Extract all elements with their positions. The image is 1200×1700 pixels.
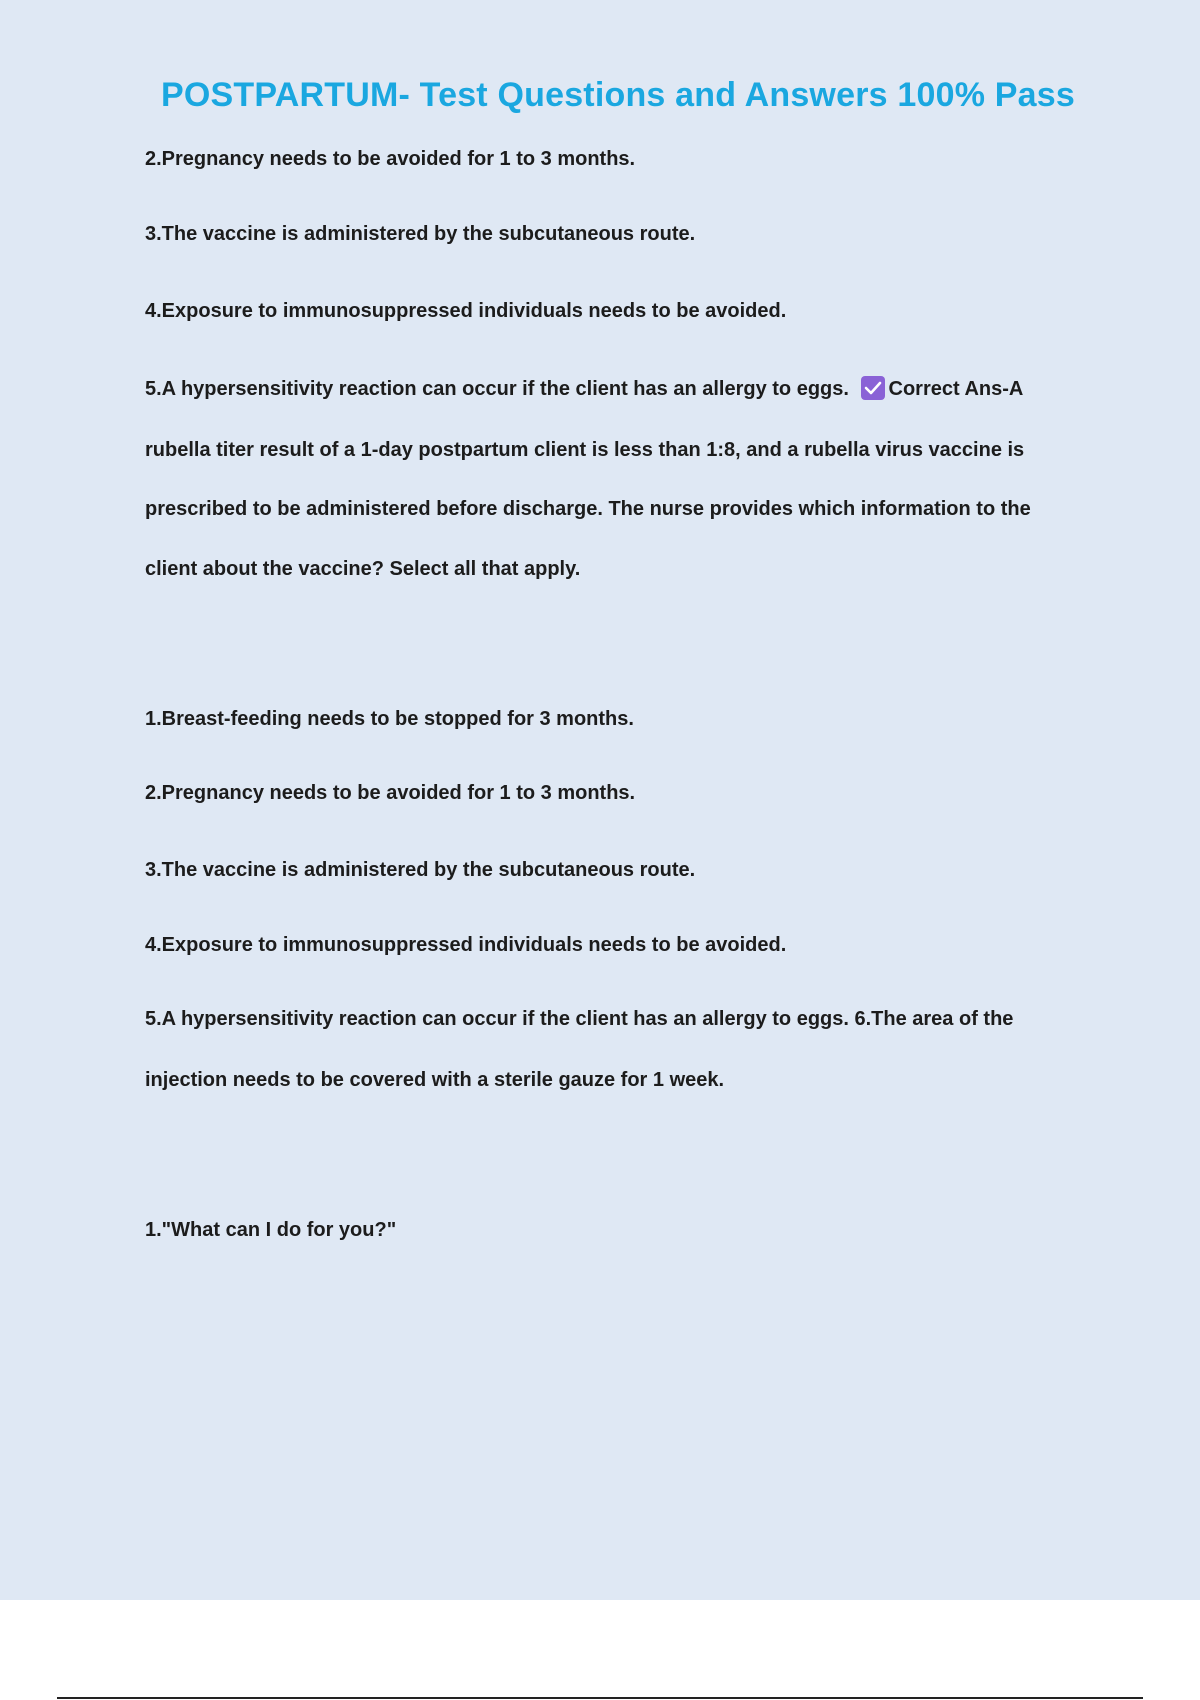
footer-divider (57, 1697, 1143, 1699)
option-5-hypersensitivity-with-answer (145, 376, 1023, 401)
option-4-exposure: 4.Exposure to immunosuppressed individuals needs to be avoided. (145, 300, 787, 322)
option-3-subcutaneous-repeat: 3.The vaccine is administered by the subcutaneous route. (145, 859, 696, 881)
option-5-6-line-2: injection needs to be covered with a sterile gauze for 1 week. (145, 1069, 725, 1091)
option-5-text: 5.A hypersensitivity reaction can occur if the client has an allergy to eggs. (145, 378, 849, 400)
option-2-pregnancy: 2.Pregnancy needs to be avoided for 1 to 3 months. (145, 148, 636, 170)
option-4-exposure-repeat: 4.Exposure to immunosuppressed individuals needs to be avoided. (145, 934, 787, 956)
correct-answer-label: Correct Ans-A (888, 378, 1024, 400)
option-3-subcutaneous: 3.The vaccine is administered by the subcutaneous route. (145, 223, 696, 245)
option-1-breastfeeding: 1.Breast-feeding needs to be stopped for 3 months. (145, 708, 634, 730)
document-title: POSTPARTUM- Test Questions and Answers 100% Pass (161, 76, 1075, 114)
question-line-3: client about the vaccine? Select all that apply. (145, 558, 581, 580)
question-line-2: prescribed to be administered before discharge. The nurse provides which information to the (145, 498, 1031, 520)
option-2-pregnancy-repeat: 2.Pregnancy needs to be avoided for 1 to 3 months. (145, 782, 636, 804)
option-1-what-can-i-do: 1."What can I do for you?" (145, 1219, 397, 1241)
question-line-1: rubella titer result of a 1-day postpartum client is less than 1:8, and a rubella virus vaccine is (145, 439, 1025, 461)
checkbox-checked-icon (861, 376, 885, 400)
option-5-6-line-1: 5.A hypersensitivity reaction can occur if the client has an allergy to eggs. 6.The area of the (145, 1008, 1014, 1030)
